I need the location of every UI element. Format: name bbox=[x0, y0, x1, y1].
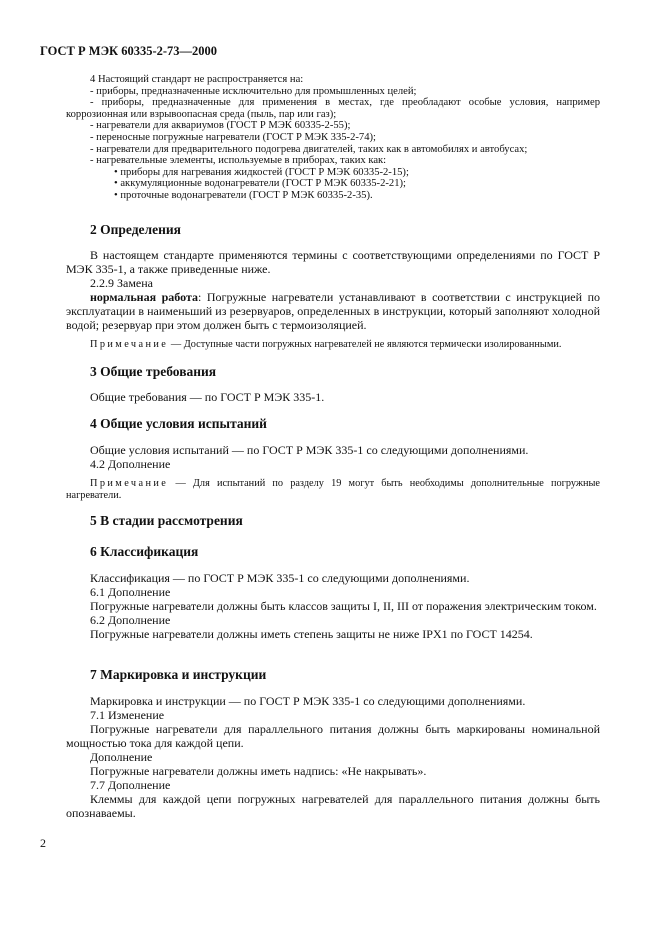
section-heading: 2 Определения bbox=[90, 222, 181, 237]
list-item: - нагревательные элементы, используемые в приборах, таких как: bbox=[90, 155, 387, 167]
note-label: Примечание bbox=[90, 478, 169, 489]
note-label: Примечание bbox=[90, 339, 169, 350]
paragraph: В настоящем стандарте применяются термины с соответствующими определениями по ГОСТ Р МЭК 335-1, а также приведенные ниже. bbox=[66, 248, 600, 276]
paragraph: Маркировка и инструкции — по ГОСТ Р МЭК 335-1 со следующими дополнениями. bbox=[90, 694, 526, 708]
paragraph: 6.2 Дополнение bbox=[90, 613, 171, 627]
section-heading: 6 Классификация bbox=[90, 544, 199, 559]
note-text: — Доступные части погружных нагревателей не являются термически изолированными. bbox=[168, 339, 562, 350]
note bbox=[66, 478, 600, 502]
section-heading: 4 Общие условия испытаний bbox=[90, 416, 267, 431]
list-item: - приборы, предназначенные для применения в местах, где преобладают особые условия, например коррозионная или взрывоопасная среда (пыль, пар или газ); bbox=[66, 97, 600, 120]
list-item: - нагреватели для аквариумов (ГОСТ Р МЭК 60335-2-55); bbox=[90, 120, 351, 132]
note bbox=[66, 339, 600, 351]
paragraph bbox=[66, 290, 600, 332]
definition: : Погружные нагреватели устанавливают в соответствии с инструкцией по эксплуатации в наименьший из резервуаров, определенных в инструкции, который заполняют холодной водой; резервуар при этом должен быть с термоизоляцией. bbox=[66, 290, 600, 332]
paragraph: Клеммы для каждой цепи погружных нагревателей для параллельного питания должны быть опознаваемы. bbox=[66, 792, 600, 820]
paragraph: Погружные нагреватели должны иметь степень защиты не ниже IPX1 по ГОСТ 14254. bbox=[90, 627, 533, 641]
paragraph: Погружные нагреватели для параллельного питания должны быть маркированы номинальной мощностью тока для каждой цепи. bbox=[66, 722, 600, 750]
bullet-item: • аккумуляционные водонагреватели (ГОСТ Р МЭК 60335-2-21); bbox=[114, 178, 406, 190]
paragraph: Погружные нагреватели должны иметь надпись: «Не накрывать». bbox=[90, 764, 427, 778]
section-6-body bbox=[66, 571, 600, 641]
scope-section bbox=[66, 74, 600, 202]
list-item: - приборы, предназначенные исключительно для промышленных целей; bbox=[90, 85, 417, 97]
section-heading: 3 Общие требования bbox=[90, 364, 217, 379]
bullet-item: • проточные водонагреватели (ГОСТ Р МЭК 60335-2-35). bbox=[114, 189, 373, 201]
list-item: - нагреватели для предварительного подогрева двигателей, таких как в автомобилях и автобусах; bbox=[90, 143, 528, 155]
paragraph: Погружные нагреватели должны быть классов защиты I, II, III от поражения электрическим током. bbox=[90, 599, 597, 613]
section-7-body bbox=[66, 694, 600, 820]
paragraph: 7.1 Изменение bbox=[90, 708, 165, 722]
paragraph: 7.7 Дополнение bbox=[90, 778, 171, 792]
paragraph: 2.2.9 Замена bbox=[90, 276, 154, 290]
section-2-body bbox=[66, 248, 600, 332]
paragraph: 4.2 Дополнение bbox=[90, 457, 171, 471]
paragraph: Классификация — по ГОСТ Р МЭК 335-1 со следующими дополнениями. bbox=[90, 571, 470, 585]
section-3-body bbox=[66, 390, 600, 404]
section-heading: 7 Маркировка и инструкции bbox=[90, 667, 267, 682]
section-heading: 5 В стадии рассмотрения bbox=[90, 513, 243, 528]
page-number: 2 bbox=[40, 836, 46, 850]
note-text: — Для испытаний по разделу 19 могут быть необходимы дополнительные погружные нагреватели. bbox=[66, 478, 600, 501]
list-item: - переносные погружные нагреватели (ГОСТ Р МЭК 335-2-74); bbox=[90, 131, 376, 143]
scope-intro: 4 Настоящий стандарт не распространяется на: bbox=[90, 74, 304, 85]
section-4-body bbox=[66, 443, 600, 471]
document-header: ГОСТ Р МЭК 60335-2-73—2000 bbox=[40, 44, 218, 58]
bullet-item: • приборы для нагревания жидкостей (ГОСТ Р МЭК 60335-2-15); bbox=[114, 166, 409, 178]
paragraph: Дополнение bbox=[90, 750, 153, 764]
paragraph: Общие требования — по ГОСТ Р МЭК 335-1. bbox=[90, 390, 325, 404]
paragraph: Общие условия испытаний — по ГОСТ Р МЭК 335-1 со следующими дополнениями. bbox=[90, 443, 529, 457]
term: нормальная работа bbox=[90, 290, 199, 304]
paragraph: 6.1 Дополнение bbox=[90, 585, 171, 599]
